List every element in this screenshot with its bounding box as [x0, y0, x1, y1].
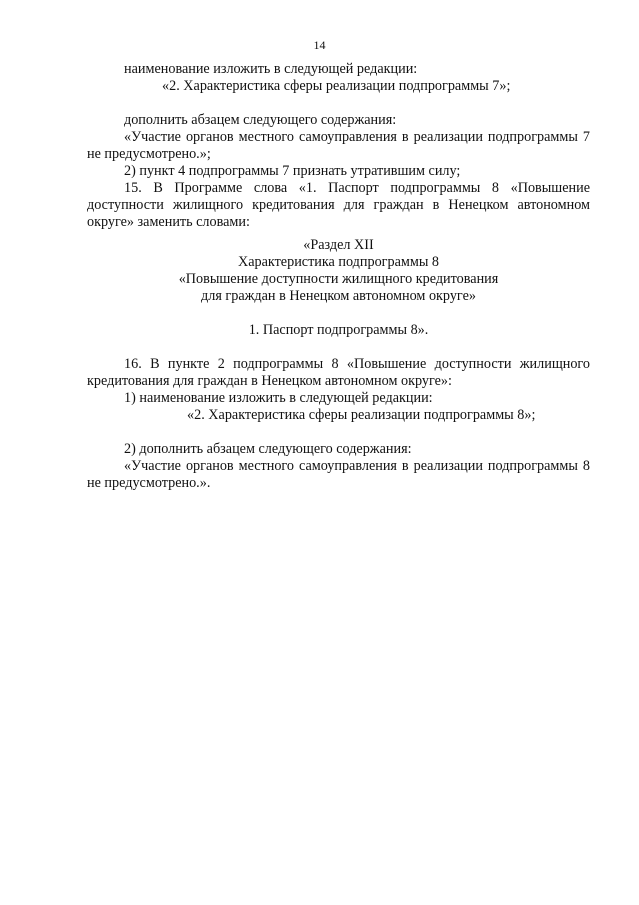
spacer	[87, 95, 590, 112]
passport-heading: 1. Паспорт подпрограммы 8».	[248, 322, 429, 338]
section-subheading: Характеристика подпрограммы 8	[237, 254, 440, 270]
spacer	[87, 424, 590, 441]
paragraph-title-8: «2. Характеристика сферы реализации подпрограммы 8»;	[187, 407, 536, 423]
paragraph-add-8: 2) дополнить абзацем следующего содержания:	[124, 441, 412, 457]
paragraph-participation-7: «Участие органов местного самоуправления в реализации подпрограммы 7 не предусмотрено.»;	[87, 129, 590, 162]
section-heading: «Раздел XII	[303, 237, 374, 253]
section-title-line-2: для граждан в Ненецком автономном округе»	[201, 288, 476, 304]
paragraph-add-7: дополнить абзацем следующего содержания:	[124, 112, 397, 128]
document-body	[87, 61, 590, 492]
section-title-line-1: «Повышение доступности жилищного кредитования	[178, 271, 499, 287]
paragraph-item-16: 16. В пункте 2 подпрограммы 8 «Повышение доступности жилищного кредитования для граждан в Ненецком автономном округе»:	[87, 356, 590, 389]
spacer	[87, 305, 590, 322]
paragraph-item-15: 15. В Программе слова «1. Паспорт подпрограммы 8 «Повышение доступности жилищного кредитования для граждан в Ненецком автономном округе» заменить словами:	[87, 180, 590, 230]
spacer	[87, 339, 590, 356]
paragraph-item-2: 2) пункт 4 подпрограммы 7 признать утратившим силу;	[124, 163, 461, 179]
paragraph-rename-8: 1) наименование изложить в следующей редакции:	[124, 390, 433, 406]
page-number: 14	[313, 38, 326, 52]
paragraph-rename-7: наименование изложить в следующей редакции:	[124, 61, 418, 77]
paragraph-participation-8: «Участие органов местного самоуправления в реализации подпрограммы 8 не предусмотрено.».	[87, 458, 590, 491]
paragraph-title-7: «2. Характеристика сферы реализации подпрограммы 7»;	[162, 78, 511, 94]
